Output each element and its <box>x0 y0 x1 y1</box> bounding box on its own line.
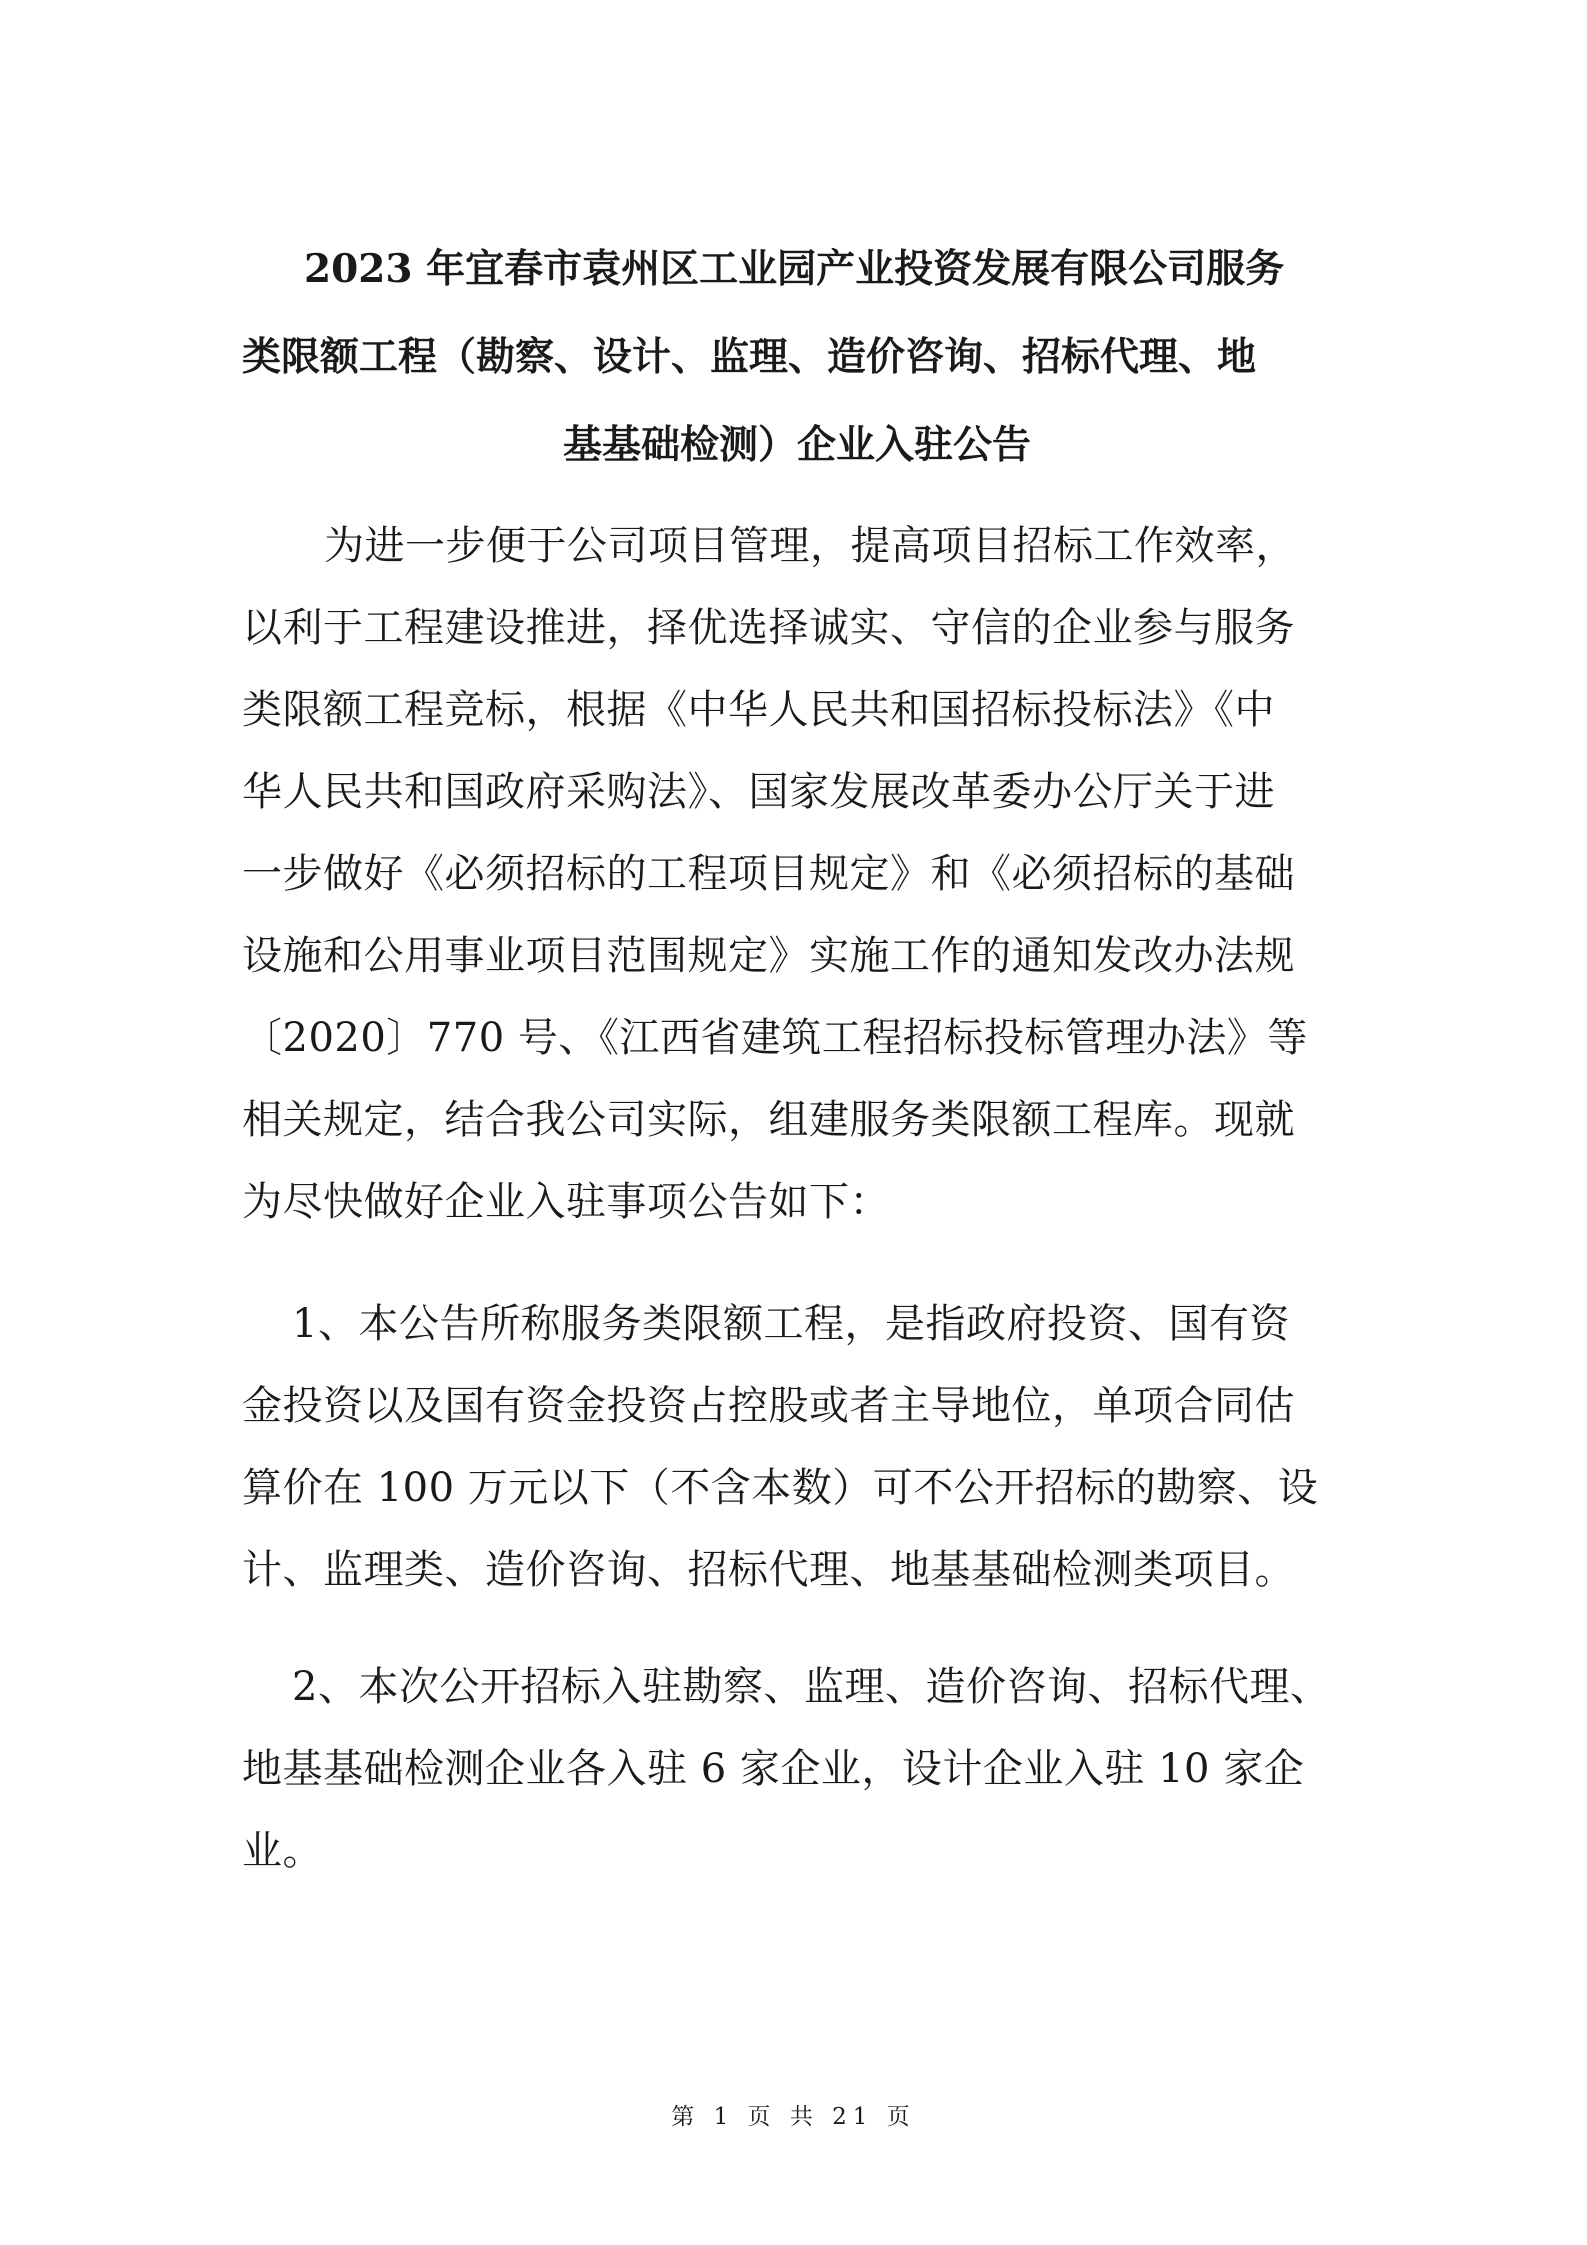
text-line: 以利于工程建设推进，择优选择诚实、守信的企业参与服务 <box>242 605 1295 651</box>
text-line: 设施和公用事业项目范围规定》实施工作的通知发改办法规 <box>242 933 1295 979</box>
text-line: 华人民共和国政府采购法》、国家发展改革委办公厅关于进 <box>242 769 1275 815</box>
text-line: 业。 <box>242 1828 323 1874</box>
text-line: 〔2020〕770 号、《江西省建筑工程招标投标管理办法》等 <box>242 1015 1308 1061</box>
text-line: 相关规定，结合我公司实际，组建服务类限额工程库。现就 <box>242 1097 1295 1143</box>
document-title <box>242 225 1352 489</box>
text-line: 2、本次公开招标入驻勘察、监理、造价咨询、招标代理、 <box>292 1664 1331 1710</box>
title-line: 2023 年宜春市袁州区工业园产业投资发展有限公司服务 <box>304 246 1285 292</box>
text-line: 算价在 100 万元以下（不含本数）可不公开招标的勘察、设 <box>242 1465 1319 1511</box>
page-number-footer: 第 1 页 共 21 页 <box>671 2104 916 2130</box>
title-line: 类限额工程（勘察、设计、监理、造价咨询、招标代理、地 <box>242 334 1257 380</box>
text-line: 类限额工程竞标，根据《中华人民共和国招标投标法》《中 <box>242 687 1275 733</box>
clause-1-paragraph <box>242 1283 1352 1611</box>
title-line: 基基础检测）企业入驻公告 <box>562 422 1031 468</box>
text-line: 计、监理类、造价咨询、招标代理、地基基础检测类项目。 <box>242 1547 1295 1593</box>
intro-paragraph <box>242 505 1352 1243</box>
clause-2-paragraph <box>242 1646 1352 1892</box>
text-line: 金投资以及国有资金投资占控股或者主导地位，单项合同估 <box>242 1383 1295 1429</box>
text-line: 为尽快做好企业入驻事项公告如下： <box>242 1179 890 1225</box>
text-line: 地基基础检测企业各入驻 6 家企业，设计企业入驻 10 家企 <box>242 1746 1305 1792</box>
text-line: 一步做好《必须招标的工程项目规定》和《必须招标的基础 <box>242 851 1295 897</box>
text-line: 为进一步便于公司项目管理，提高项目招标工作效率， <box>324 523 1296 569</box>
text-line: 1、本公告所称服务类限额工程，是指政府投资、国有资 <box>292 1301 1290 1347</box>
